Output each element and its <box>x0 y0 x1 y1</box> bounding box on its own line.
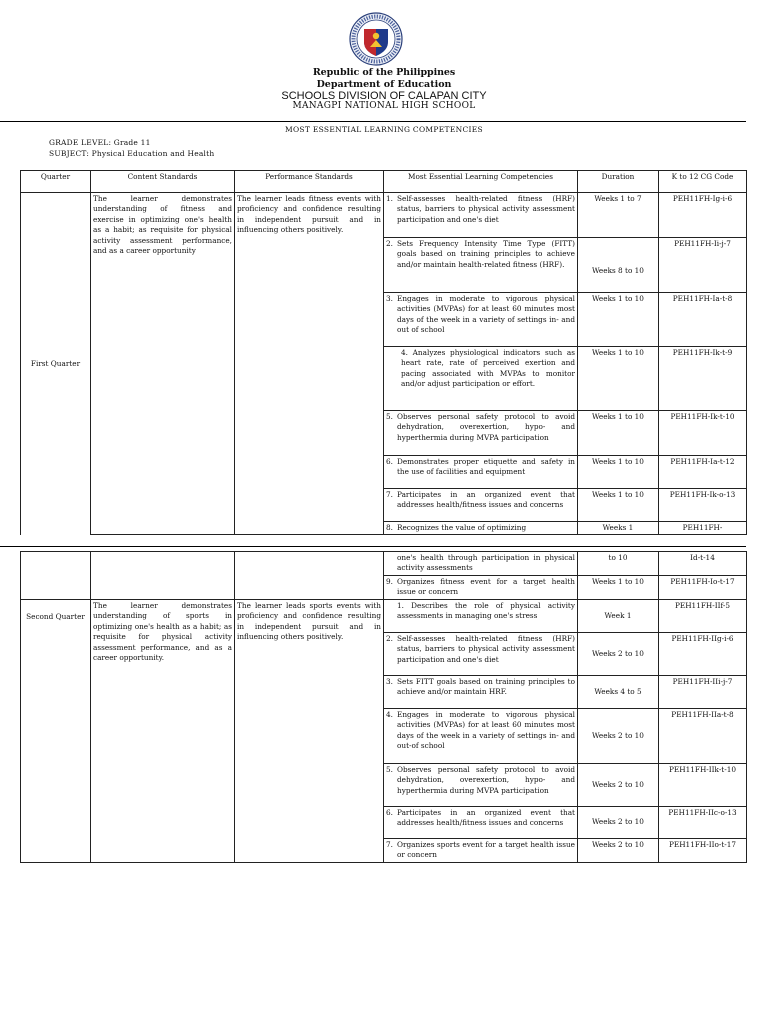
competency-cell: 2. Self-assesses health-related fitness (HRF) status, barriers to physical activity assessment participation and one's diet <box>384 633 578 676</box>
competency-cell: 5. Observes personal safety protocol to avoid dehydration, overexertion, hypo- and hyperthermia during MVPA participation <box>384 764 578 807</box>
header-performance-standards: Performance Standards <box>235 171 384 193</box>
competency-cell: 9. Organizes fitness event for a target health issue or concern <box>384 576 578 600</box>
content-standards-cell <box>91 552 235 600</box>
grade-level-line: GRADE LEVEL: Grade 11 <box>49 138 151 147</box>
duration-cell: Weeks 1 to 10 <box>578 489 659 522</box>
duration-cell: Weeks 8 to 10 <box>578 238 659 293</box>
competency-cell: 5. Observes personal safety protocol to avoid dehydration, overexertion, hypo- and hyperthermia during MVPA participation <box>384 411 578 456</box>
performance-standards-cell: The learner leads sports events with proficiency and confidence resulting in independent pursuit and in influencing others positively. <box>235 600 384 863</box>
code-cell: PEH11FH-IIk-t-10 <box>659 764 747 807</box>
code-cell: PEH11FH-Io-t-17 <box>659 576 747 600</box>
content-standards-cell: The learner demonstrates understanding of sports in optimizing one's health as a habit; as requisite for physical activity assessment performance, and as a career opportunity. <box>91 600 235 863</box>
performance-standards-cell: The learner leads fitness events with proficiency and confidence resulting in independent pursuit and in influencing others positively. <box>235 193 384 535</box>
competency-cell: one's health through participation in physical activity assessments <box>384 552 578 576</box>
duration-cell: Weeks 2 to 10 <box>578 764 659 807</box>
quarter-cell <box>21 600 91 863</box>
header-duration: Duration <box>578 171 659 193</box>
code-cell: PEH11FH-IIo-t-17 <box>659 839 747 863</box>
competency-cell: 2. Sets Frequency Intensity Time Type (FITT) goals based on training principles to achieve and/or maintain health-related fitness (HRF). <box>384 238 578 293</box>
competency-cell: 7. Organizes sports event for a target health issue or concern <box>384 839 578 863</box>
table-row <box>21 552 747 576</box>
competency-cell: 7. Participates in an organized event that addresses health/fitness issues and concerns <box>384 489 578 522</box>
competency-cell: 6. Demonstrates proper etiquette and safety in the use of facilities and equipment <box>384 456 578 489</box>
grade-level-value: Grade 11 <box>113 138 151 147</box>
header-quarter: Quarter <box>21 171 91 193</box>
code-cell: PEH11FH-Ik-t-10 <box>659 411 747 456</box>
competency-cell: 8. Recognizes the value of optimizing <box>384 522 578 535</box>
code-cell: PEH11FH-Ia-t-12 <box>659 456 747 489</box>
code-cell: PEH11FH-Ii-j-7 <box>659 238 747 293</box>
competency-cell: 1. Self-assesses health-related fitness (HRF) status, barriers to physical activity assessment participation and one's diet <box>384 193 578 238</box>
quarter-cell: First Quarter <box>21 193 91 535</box>
performance-standards-cell <box>235 552 384 600</box>
code-cell: PEH11FH-Ik-t-9 <box>659 347 747 411</box>
duration-cell: Weeks 1 to 10 <box>578 347 659 411</box>
melc-table-page-2 <box>20 551 747 863</box>
page-break-divider <box>0 546 746 547</box>
department-heading: Department of Education <box>316 79 452 90</box>
duration-cell: Weeks 2 to 10 <box>578 839 659 863</box>
code-cell: PEH11FH-Ia-t-8 <box>659 293 747 347</box>
quarter-cell <box>21 552 91 600</box>
code-cell: PEH11FH-IIf-5 <box>659 600 747 633</box>
school-heading: MANAGPI NATIONAL HIGH SCHOOL <box>292 101 476 111</box>
duration-cell: to 10 <box>578 552 659 576</box>
header-cg-code: K to 12 CG Code <box>659 171 747 193</box>
republic-heading: Republic of the Philippines <box>312 67 456 78</box>
code-cell: PEH11FH-IIi-j-7 <box>659 676 747 709</box>
table-header-row <box>21 171 747 193</box>
code-cell: PEH11FH-IIc-o-13 <box>659 807 747 839</box>
subject-line: SUBJECT: Physical Education and Health <box>49 149 215 158</box>
duration-cell: Weeks 2 to 10 <box>578 807 659 839</box>
duration-cell: Weeks 1 to 10 <box>578 411 659 456</box>
competency-cell: 3. Engages in moderate to vigorous physical activities (MVPAs) for at least 60 minutes most days of the week in a variety of settings in- and out of school <box>384 293 578 347</box>
header-melc: Most Essential Learning Competencies <box>384 171 578 193</box>
deped-seal-logo <box>349 12 403 66</box>
document-title: MOST ESSENTIAL LEARNING COMPETENCIES <box>285 125 483 134</box>
division-heading: SCHOOLS DIVISION OF CALAPAN CITY <box>281 90 487 102</box>
content-standards-cell: The learner demonstrates understanding of fitness and exercise in optimizing one's health as a habit; as requisite for physical activity assessment performance, and as a career opportunity <box>91 193 235 535</box>
competency-cell: 6. Participates in an organized event that addresses health/fitness issues and concerns <box>384 807 578 839</box>
quarter-label: Second Quarter <box>26 612 85 621</box>
duration-cell: Weeks 4 to 5 <box>578 676 659 709</box>
duration-cell: Weeks 1 to 10 <box>578 293 659 347</box>
table-row <box>21 600 747 633</box>
competency-cell: 4. Engages in moderate to vigorous physical activities (MVPAs) for at least 60 minutes most days of the week in a variety of settings in- and out-of school <box>384 709 578 764</box>
code-cell: PEH11FH-Ig-i-6 <box>659 193 747 238</box>
competency-cell: 3. Sets FITT goals based on training principles to achieve and/or maintain HRF. <box>384 676 578 709</box>
duration-cell: Weeks 1 to 10 <box>578 576 659 600</box>
competency-cell: 1. Describes the role of physical activity assessments in managing one's stress <box>384 600 578 633</box>
duration-cell: Weeks 2 to 10 <box>578 709 659 764</box>
subject-value: Physical Education and Health <box>91 149 215 158</box>
duration-cell: Week 1 <box>578 600 659 633</box>
duration-cell: Weeks 2 to 10 <box>578 633 659 676</box>
duration-cell: Weeks 1 <box>578 522 659 535</box>
melc-table-page-1 <box>20 170 747 535</box>
table-row <box>21 193 747 238</box>
duration-cell: Weeks 1 to 7 <box>578 193 659 238</box>
code-cell: PEH11FH-IIa-t-8 <box>659 709 747 764</box>
duration-cell: Weeks 1 to 10 <box>578 456 659 489</box>
code-cell: PEH11FH- <box>659 522 747 535</box>
header-divider <box>0 121 746 122</box>
code-cell: PEH11FH-IIg-i-6 <box>659 633 747 676</box>
code-cell: Id-t-14 <box>659 552 747 576</box>
competency-cell: 4. Analyzes physiological indicators such as heart rate, rate of perceived exertion and pacing associated with MVPAs to monitor and/or adjust participation or effort. <box>384 347 578 411</box>
header-content-standards: Content Standards <box>91 171 235 193</box>
code-cell: PEH11FH-Ik-o-13 <box>659 489 747 522</box>
